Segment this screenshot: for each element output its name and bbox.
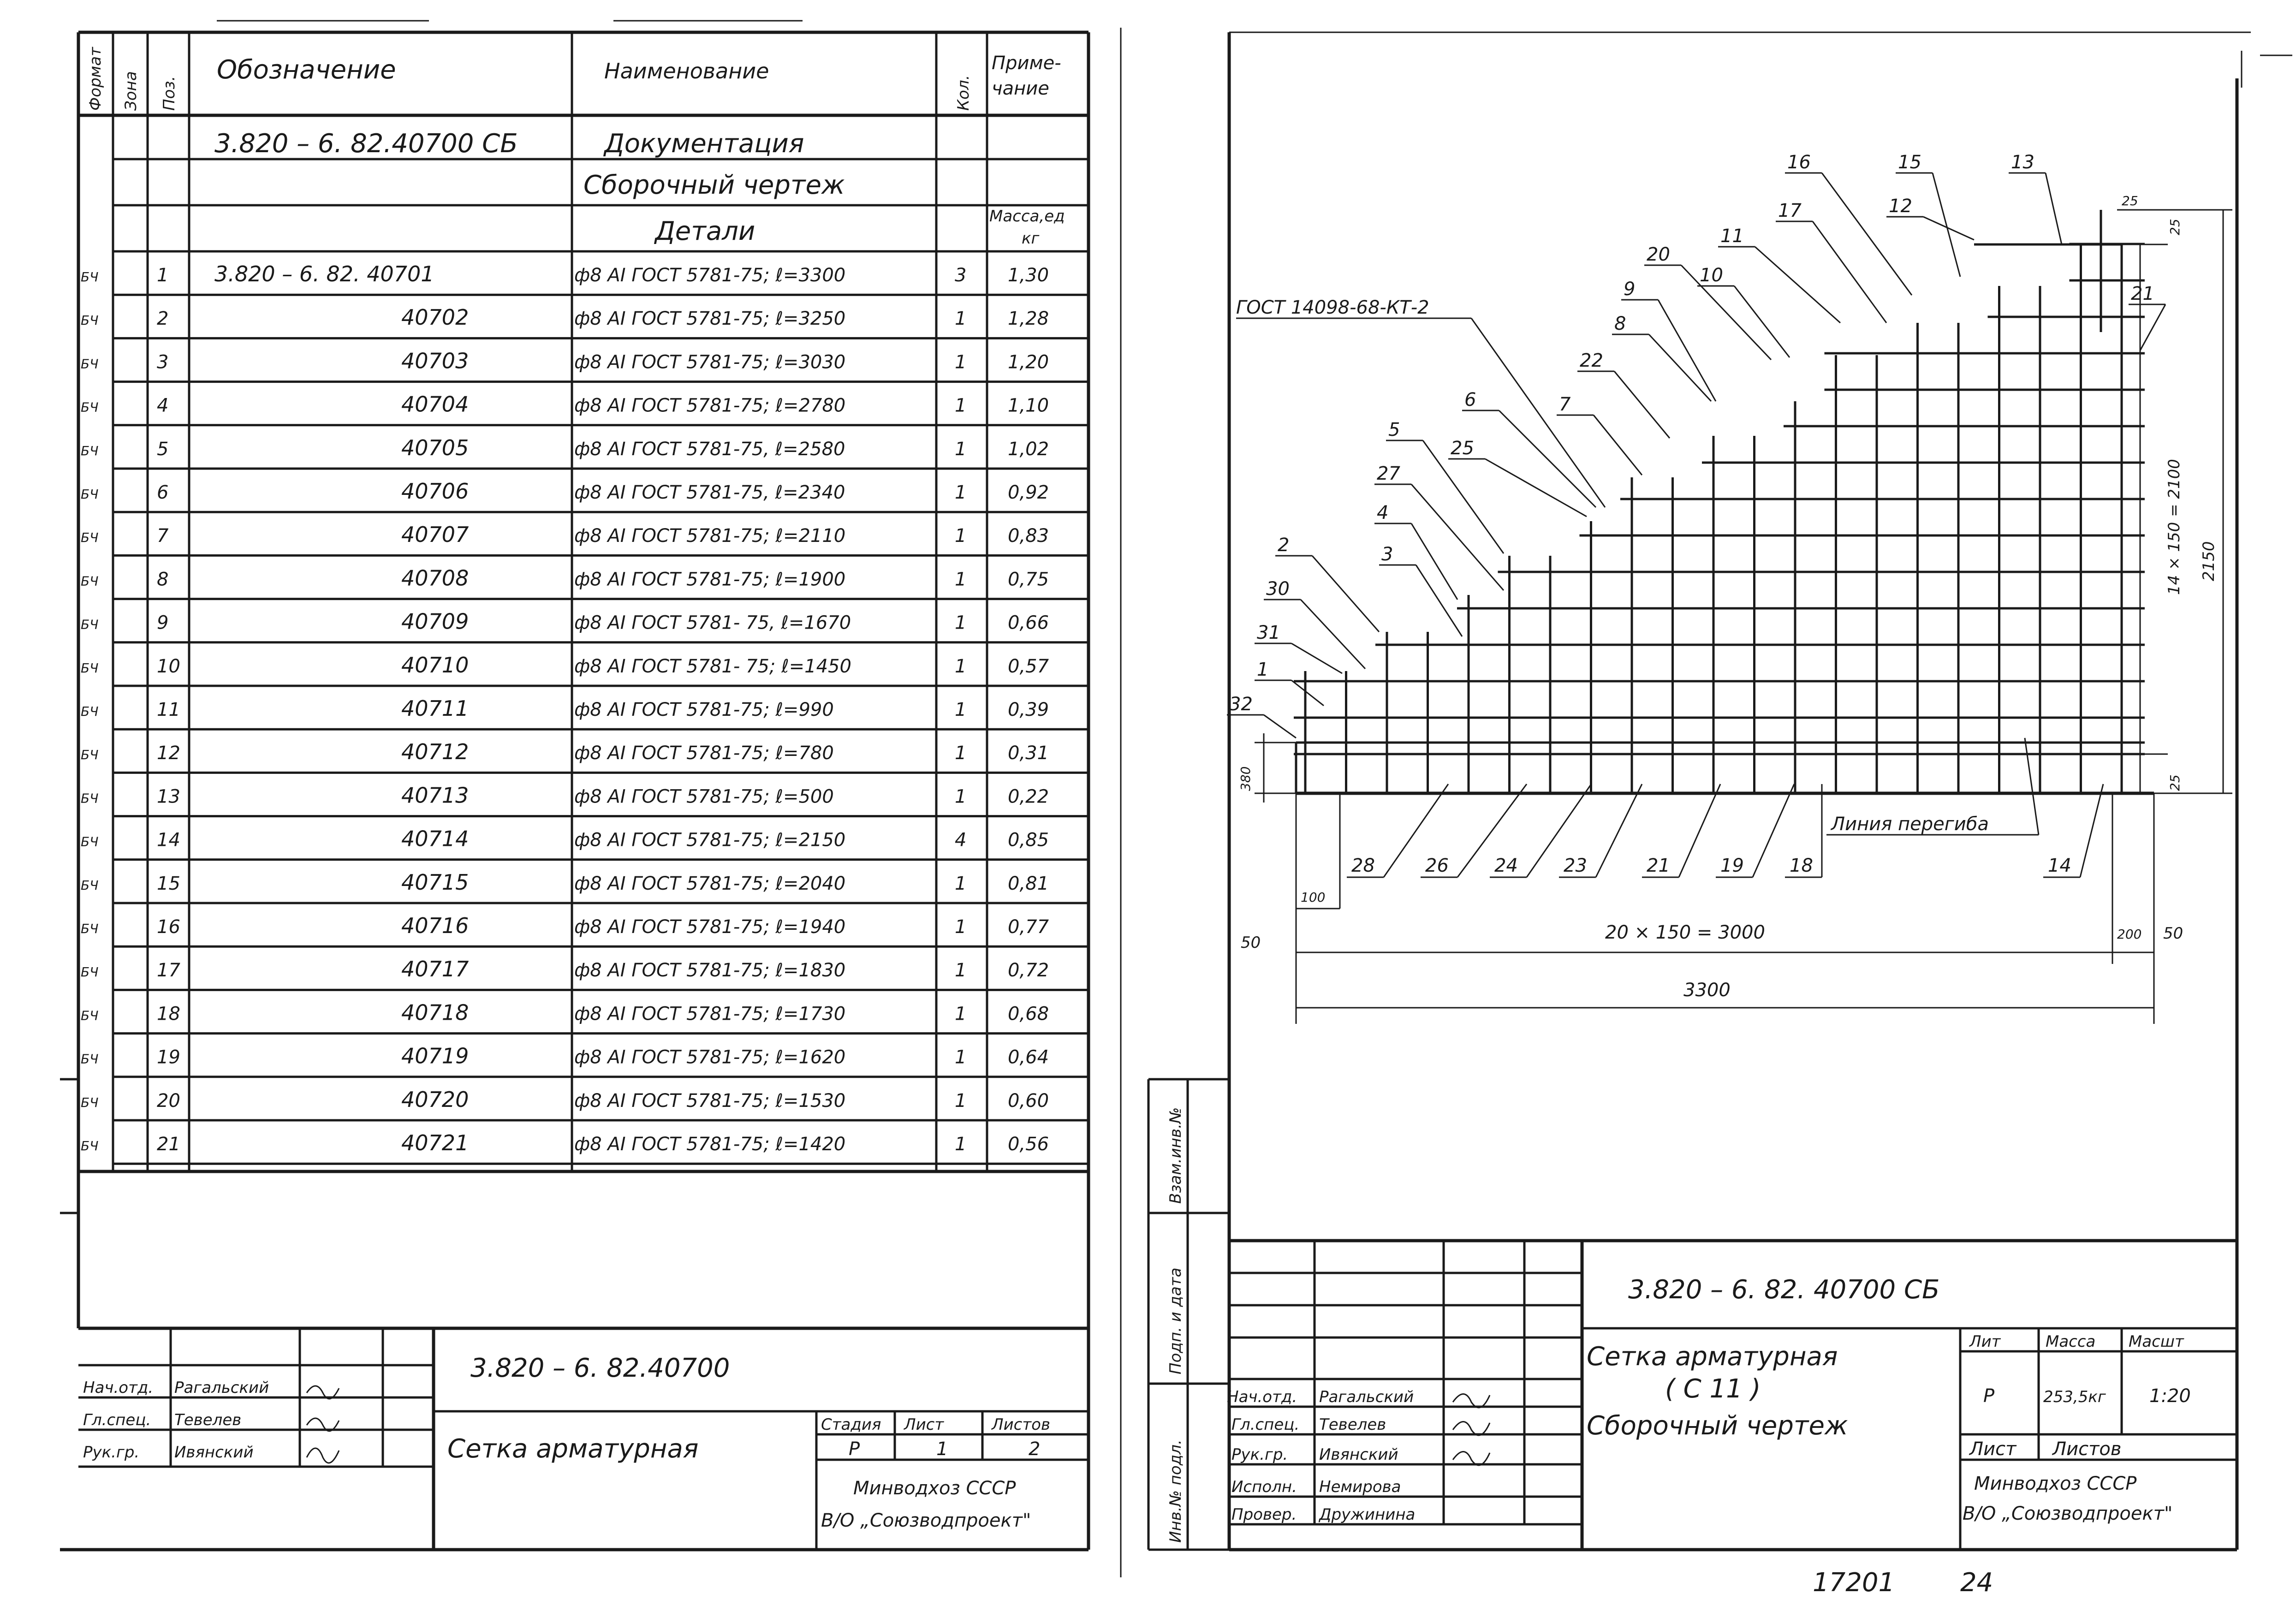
drawing-title-1: Сетка арматурная bbox=[1587, 1342, 1838, 1372]
row-qty: 1 bbox=[955, 569, 967, 590]
row-name: ф8 АI ГОСТ 5781-75; ℓ=1530 bbox=[574, 1090, 846, 1112]
col-header-note-1: Приме- bbox=[992, 53, 1061, 74]
row-format: БЧ bbox=[81, 269, 99, 285]
callout-label: 28 bbox=[1351, 855, 1375, 876]
callout-label: 7 bbox=[1559, 394, 1571, 415]
row-name: ф8 АI ГОСТ 5781-75; ℓ=1420 bbox=[574, 1134, 846, 1155]
row-format: БЧ bbox=[81, 530, 99, 546]
callout-label: 17 bbox=[1778, 200, 1802, 221]
lit-label: Лит bbox=[1969, 1332, 2001, 1351]
row-pos: 10 bbox=[157, 655, 180, 677]
row-designation: 40704 bbox=[401, 392, 469, 417]
row-pos: 5 bbox=[157, 438, 169, 460]
spec-row bbox=[81, 348, 1049, 373]
drawing-sheets-label: Листов bbox=[2052, 1439, 2122, 1460]
row-designation: 40705 bbox=[401, 435, 469, 460]
row-name: ф8 АI ГОСТ 5781-75; ℓ=1900 bbox=[574, 569, 846, 590]
side-stamp bbox=[1148, 1079, 1229, 1550]
row-format: БЧ bbox=[81, 921, 99, 936]
row-pos: 11 bbox=[157, 699, 180, 720]
callout-leader bbox=[1933, 173, 1960, 277]
col-header-note-2: чание bbox=[992, 78, 1049, 99]
row-format: БЧ bbox=[81, 313, 99, 328]
mass-unit-1: Масса,ед bbox=[989, 207, 1065, 226]
callout-leader bbox=[1753, 784, 1794, 877]
row-qty: 1 bbox=[955, 960, 967, 981]
row-pos: 19 bbox=[157, 1046, 180, 1068]
callout-label: 26 bbox=[1425, 855, 1449, 876]
callout-leader bbox=[1614, 371, 1670, 438]
callout-leader bbox=[1923, 217, 1974, 240]
callout-label: 16 bbox=[1787, 152, 1811, 173]
row-name: ф8 АI ГОСТ 5781-75; ℓ=1730 bbox=[574, 1003, 846, 1025]
drw-role-4: Исполн. bbox=[1231, 1478, 1297, 1496]
callout-label: 10 bbox=[1700, 265, 1723, 286]
row-pos: 15 bbox=[157, 873, 180, 894]
callout-label: 3 bbox=[1381, 544, 1393, 565]
row-mass: 0,39 bbox=[1008, 699, 1049, 720]
row-mass: 0,31 bbox=[1008, 743, 1049, 764]
dim-top-overhang: 25 bbox=[2122, 193, 2138, 208]
row-designation: 40706 bbox=[401, 479, 469, 504]
row-designation: 40702 bbox=[401, 305, 469, 330]
row-qty: 1 bbox=[955, 699, 967, 720]
row-mass: 0,83 bbox=[1008, 525, 1049, 547]
col-header-name: Наименование bbox=[604, 59, 769, 83]
row-qty: 1 bbox=[955, 786, 967, 808]
row-name: ф8 АI ГОСТ 5781-75; ℓ=2150 bbox=[574, 829, 846, 851]
callout-label: 11 bbox=[1720, 226, 1744, 247]
row-designation: 40710 bbox=[401, 652, 469, 678]
callout-label: 2 bbox=[1278, 535, 1290, 556]
callout-label: 15 bbox=[1898, 152, 1921, 173]
row-format: БЧ bbox=[81, 834, 99, 850]
callout-leader bbox=[1411, 523, 1457, 600]
callout-leader bbox=[1734, 286, 1790, 357]
dim-total-horizontal: 3300 bbox=[1683, 980, 1731, 1001]
row-format: БЧ bbox=[81, 1094, 99, 1110]
row-qty: 1 bbox=[955, 482, 967, 503]
spec-row bbox=[81, 739, 1049, 764]
row-format: БЧ bbox=[81, 791, 99, 806]
spec-row bbox=[81, 783, 1049, 808]
row-mass: 0,57 bbox=[1008, 655, 1049, 677]
callout-label: 12 bbox=[1889, 196, 1912, 217]
row-qty: 4 bbox=[955, 829, 967, 851]
row-pos: 3 bbox=[157, 351, 169, 373]
spec-code: 3.820 – 6. 82.40700 bbox=[470, 1353, 730, 1383]
spec-person-1: Рагальский bbox=[174, 1379, 269, 1397]
row-format: БЧ bbox=[81, 356, 99, 372]
row-qty: 1 bbox=[955, 612, 967, 634]
spec-org-1: Минводхоз СССР bbox=[853, 1478, 1016, 1499]
spec-row bbox=[81, 565, 1049, 590]
row-format: БЧ bbox=[81, 1051, 99, 1067]
row-qty: 1 bbox=[955, 308, 967, 330]
page-number: 24 bbox=[1960, 1568, 1993, 1598]
drawing-signatures bbox=[1453, 1394, 1490, 1466]
row-name: ф8 АI ГОСТ 5781-75; ℓ=990 bbox=[574, 699, 834, 720]
spec-title: Сетка арматурная bbox=[447, 1434, 699, 1464]
drw-role-2: Гл.спец. bbox=[1231, 1415, 1300, 1434]
callout-label: 24 bbox=[1494, 855, 1518, 876]
row-name: ф8 АI ГОСТ 5781-75, ℓ=2340 bbox=[574, 482, 845, 503]
spec-org-2: В/О „Союзводпроект" bbox=[821, 1510, 1031, 1531]
spec-row bbox=[81, 479, 1049, 504]
callout-label: 13 bbox=[2011, 152, 2034, 173]
callout-label: 25 bbox=[1451, 438, 1474, 459]
dim-left-height: 380 bbox=[1238, 766, 1253, 791]
dim-top-overhang-right: 25 bbox=[2167, 219, 2183, 235]
spec-row bbox=[81, 435, 1049, 460]
stamp-replace-inv: Взам.инв.№ bbox=[1166, 1107, 1185, 1204]
callout-label: 8 bbox=[1614, 313, 1626, 334]
row-mass: 0,60 bbox=[1008, 1090, 1049, 1112]
col-header-zone: Зона bbox=[122, 71, 140, 111]
col-header-pos: Поз. bbox=[160, 76, 178, 111]
row-qty: 1 bbox=[955, 395, 967, 416]
row-designation: 40717 bbox=[401, 957, 469, 982]
row-pos: 13 bbox=[157, 786, 180, 808]
row-name: ф8 АI ГОСТ 5781- 75; ℓ=1450 bbox=[574, 655, 851, 677]
row-format: БЧ bbox=[81, 877, 99, 893]
callout-label: 27 bbox=[1377, 463, 1400, 484]
row-designation: 40721 bbox=[401, 1130, 469, 1155]
spec-sheets-label: Листов bbox=[992, 1415, 1051, 1434]
callout-label: 32 bbox=[1229, 694, 1253, 715]
callout-leader bbox=[1658, 300, 1716, 401]
row-mass: 0,77 bbox=[1008, 916, 1049, 938]
spec-row bbox=[81, 262, 1049, 286]
row-pos: 1 bbox=[157, 265, 169, 286]
row-pos: 7 bbox=[157, 525, 169, 547]
gost-label: ГОСТ 14098-68-КТ-2 bbox=[1236, 297, 1429, 318]
drw-person-1: Рагальский bbox=[1319, 1388, 1414, 1406]
row-mass: 1,28 bbox=[1008, 308, 1049, 330]
row-format: БЧ bbox=[81, 399, 99, 415]
row-name: ф8 АI ГОСТ 5781-75; ℓ=3250 bbox=[574, 308, 846, 330]
callout-label: 18 bbox=[1790, 855, 1813, 876]
row-mass: 0,92 bbox=[1008, 482, 1049, 503]
spec-sheets: 2 bbox=[1029, 1439, 1041, 1460]
callout-leader bbox=[1312, 556, 1379, 632]
spec-title-block bbox=[60, 1328, 1089, 1550]
row-name: ф8 АI ГОСТ 5781-75; ℓ=2040 bbox=[574, 873, 846, 894]
row-mass: 0,66 bbox=[1008, 612, 1049, 634]
dim-total-vertical: 2150 bbox=[2200, 541, 2218, 581]
spec-row bbox=[81, 522, 1049, 547]
spec-sheet: 1 bbox=[936, 1439, 948, 1460]
mass-label: Масса bbox=[2046, 1332, 2096, 1351]
callout-leader bbox=[1594, 415, 1642, 475]
row-mass: 0,68 bbox=[1008, 1003, 1049, 1025]
callout-label: 22 bbox=[1580, 350, 1603, 371]
spec-row bbox=[81, 1044, 1049, 1069]
row-qty: 1 bbox=[955, 655, 967, 677]
doc-assembly-drawing: Сборочный чертеж bbox=[583, 170, 845, 200]
dim-pitch-vertical: 14 × 150 = 2100 bbox=[2165, 459, 2183, 595]
spec-sheet bbox=[60, 21, 1089, 1550]
drawing-code: 3.820 – 6. 82. 40700 СБ bbox=[1628, 1275, 1940, 1305]
dim-bottom-overhang: 25 bbox=[2167, 774, 2183, 791]
row-designation: 40708 bbox=[401, 565, 469, 591]
spec-person-3: Ивянский bbox=[174, 1443, 254, 1462]
row-name: ф8 АI ГОСТ 5781-75; ℓ=1830 bbox=[574, 960, 846, 981]
section-documentation: Документация bbox=[604, 129, 804, 159]
doc-designation: 3.820 – 6. 82.40700 СБ bbox=[214, 129, 518, 159]
row-name: ф8 АI ГОСТ 5781-75; ℓ=2110 bbox=[574, 525, 846, 547]
callout-leader bbox=[1822, 173, 1912, 295]
callout-leader bbox=[1681, 265, 1771, 360]
spec-role-1: Нач.отд. bbox=[83, 1379, 154, 1397]
row-designation: 40720 bbox=[401, 1087, 469, 1112]
row-name: ф8 АI ГОСТ 5781-75; ℓ=1940 bbox=[574, 916, 846, 938]
callout-label: 19 bbox=[1720, 855, 1744, 876]
callout-leader bbox=[1679, 784, 1720, 877]
callout-leader bbox=[1416, 565, 1462, 636]
callout-leader bbox=[1649, 334, 1711, 401]
row-pos: 16 bbox=[157, 916, 180, 938]
callout-label: 20 bbox=[1647, 244, 1670, 265]
spec-row bbox=[81, 957, 1049, 981]
row-qty: 1 bbox=[955, 1003, 967, 1025]
row-format: БЧ bbox=[81, 443, 99, 458]
row-designation: 40714 bbox=[401, 826, 469, 851]
row-designation: 40715 bbox=[401, 869, 469, 895]
row-mass: 1,10 bbox=[1008, 395, 1049, 416]
drw-role-1: Нач.отд. bbox=[1227, 1388, 1297, 1406]
row-qty: 1 bbox=[955, 873, 967, 894]
spec-row bbox=[81, 913, 1049, 938]
row-format: БЧ bbox=[81, 617, 99, 632]
row-format: БЧ bbox=[81, 487, 99, 502]
callout-leader bbox=[1301, 600, 1365, 669]
callout-label: 4 bbox=[1377, 502, 1389, 523]
row-format: БЧ bbox=[81, 964, 99, 980]
spec-row bbox=[81, 826, 1049, 851]
row-qty: 3 bbox=[955, 265, 967, 286]
row-pos: 12 bbox=[157, 743, 180, 764]
row-mass: 0,22 bbox=[1008, 786, 1049, 808]
row-mass: 0,64 bbox=[1008, 1046, 1049, 1068]
row-format: БЧ bbox=[81, 1008, 99, 1023]
callout-leader bbox=[1291, 643, 1342, 673]
drawing-title-2: ( С 11 ) bbox=[1665, 1374, 1761, 1404]
row-qty: 1 bbox=[955, 525, 967, 547]
spec-row bbox=[81, 653, 1049, 678]
dim-edge-left: 50 bbox=[1241, 933, 1261, 952]
row-qty: 1 bbox=[955, 351, 967, 373]
callout-leader bbox=[2140, 304, 2165, 351]
spec-role-3: Рук.гр. bbox=[83, 1443, 140, 1462]
drawing-sheet-label: Лист bbox=[1969, 1439, 2016, 1460]
row-mass: 1,02 bbox=[1008, 438, 1049, 460]
row-name: ф8 АI ГОСТ 5781-75; ℓ=3300 bbox=[574, 265, 846, 286]
row-format: БЧ bbox=[81, 747, 99, 763]
callout-label: 31 bbox=[1257, 622, 1280, 643]
row-name: ф8 АI ГОСТ 5781-75, ℓ=2580 bbox=[574, 438, 845, 460]
stamp-sign-date: Подп. и дата bbox=[1166, 1267, 1185, 1374]
lit-value: Р bbox=[1983, 1385, 1995, 1407]
row-pos: 2 bbox=[157, 308, 169, 330]
row-qty: 1 bbox=[955, 438, 967, 460]
spec-role-2: Гл.спец. bbox=[83, 1411, 151, 1429]
callout-label: 23 bbox=[1564, 855, 1587, 876]
col-header-format: Формат bbox=[86, 47, 105, 111]
callout-label: 9 bbox=[1624, 279, 1636, 300]
spec-person-2: Тевелев bbox=[174, 1411, 242, 1429]
spec-row bbox=[81, 1087, 1049, 1112]
row-mass: 0,81 bbox=[1008, 873, 1049, 894]
section-details: Детали bbox=[655, 216, 755, 246]
drw-role-5: Провер. bbox=[1231, 1505, 1297, 1524]
row-mass: 0,85 bbox=[1008, 829, 1049, 851]
callout-leader bbox=[2080, 784, 2103, 877]
row-name: ф8 АI ГОСТ 5781-75; ℓ=2780 bbox=[574, 395, 846, 416]
callout-label: 21 bbox=[1647, 855, 1670, 876]
row-pos: 17 bbox=[157, 960, 180, 981]
callout-leader bbox=[2046, 173, 2062, 244]
dim-first-step: 100 bbox=[1301, 890, 1326, 905]
callout-label: 14 bbox=[2048, 855, 2071, 876]
drawing-title-3: Сборочный чертеж bbox=[1587, 1411, 1848, 1441]
row-mass: 1,30 bbox=[1008, 265, 1049, 286]
spec-row bbox=[81, 392, 1049, 417]
row-format: БЧ bbox=[81, 573, 99, 589]
callout-label: 1 bbox=[1257, 659, 1269, 680]
row-qty: 1 bbox=[955, 1046, 967, 1068]
drawing-title-block bbox=[1227, 1241, 2237, 1550]
row-name: ф8 АI ГОСТ 5781-75; ℓ=780 bbox=[574, 743, 834, 764]
stamp-inv-orig: Инв.№ подл. bbox=[1166, 1439, 1185, 1543]
row-qty: 1 bbox=[955, 743, 967, 764]
callout-leader bbox=[1411, 484, 1504, 590]
spec-row bbox=[81, 1000, 1049, 1025]
callout-leader bbox=[1291, 680, 1324, 706]
callout-leader bbox=[1485, 459, 1587, 517]
spec-row bbox=[81, 1130, 1049, 1155]
row-format: БЧ bbox=[81, 1138, 99, 1153]
row-pos: 18 bbox=[157, 1003, 180, 1025]
dim-pitch-horizontal: 20 × 150 = 3000 bbox=[1605, 922, 1765, 943]
row-designation: 40712 bbox=[401, 739, 469, 765]
row-designation: 40716 bbox=[401, 913, 469, 938]
row-pos: 9 bbox=[157, 612, 169, 634]
row-pos: 21 bbox=[157, 1134, 180, 1155]
row-pos: 14 bbox=[157, 829, 180, 851]
callout-label: 5 bbox=[1388, 419, 1400, 440]
archive-number: 17201 bbox=[1813, 1568, 1895, 1598]
row-designation: 40711 bbox=[401, 696, 469, 721]
spec-stage: Р bbox=[849, 1439, 860, 1460]
row-designation: 40713 bbox=[401, 783, 469, 808]
spec-row bbox=[81, 305, 1049, 330]
drw-person-5: Дружинина bbox=[1319, 1505, 1416, 1524]
row-qty: 1 bbox=[955, 1090, 967, 1112]
drawing-org-2: В/О „Союзводпроект" bbox=[1963, 1503, 2173, 1524]
spec-row bbox=[81, 696, 1049, 721]
callout-label: 30 bbox=[1266, 578, 1290, 600]
drw-person-4: Немирова bbox=[1319, 1478, 1401, 1496]
callout-leader bbox=[1596, 784, 1642, 877]
row-name: ф8 АI ГОСТ 5781-75; ℓ=1620 bbox=[574, 1046, 846, 1068]
row-format: БЧ bbox=[81, 660, 99, 676]
row-pos: 8 bbox=[157, 569, 169, 590]
drw-person-3: Ивянский bbox=[1319, 1445, 1398, 1464]
bend-line-label: Линия перегиба bbox=[1831, 814, 1989, 835]
scale-value: 1:20 bbox=[2149, 1385, 2191, 1407]
callout-label: 6 bbox=[1464, 389, 1476, 410]
row-mass: 0,75 bbox=[1008, 569, 1049, 590]
row-designation: 3.820 – 6. 82. 40701 bbox=[214, 262, 434, 286]
assembly-drawing bbox=[1148, 32, 2292, 1598]
row-pos: 4 bbox=[157, 395, 169, 416]
spec-sheet-label: Лист bbox=[904, 1415, 944, 1434]
row-mass: 1,20 bbox=[1008, 351, 1049, 373]
spec-stage-label: Стадия bbox=[821, 1415, 881, 1434]
row-designation: 40707 bbox=[401, 522, 469, 547]
callout-label: 21 bbox=[2131, 283, 2154, 304]
row-pos: 6 bbox=[157, 482, 169, 503]
row-designation: 40709 bbox=[401, 609, 469, 634]
row-qty: 1 bbox=[955, 916, 967, 938]
row-name: ф8 АI ГОСТ 5781-75; ℓ=3030 bbox=[574, 351, 846, 373]
row-qty: 1 bbox=[955, 1134, 967, 1155]
callout-leader bbox=[1755, 247, 1840, 323]
drw-person-2: Тевелев bbox=[1319, 1415, 1386, 1434]
row-name: ф8 АI ГОСТ 5781-75; ℓ=500 bbox=[574, 786, 834, 808]
row-designation: 40719 bbox=[401, 1043, 469, 1069]
dim-last-step: 200 bbox=[2117, 927, 2142, 942]
row-mass: 0,56 bbox=[1008, 1134, 1049, 1155]
col-header-qty: Кол. bbox=[954, 75, 973, 111]
callout-leader bbox=[1264, 715, 1296, 738]
drawing-org-1: Минводхоз СССР bbox=[1974, 1473, 2137, 1494]
mass-value: 253,5кг bbox=[2043, 1388, 2106, 1406]
drw-role-3: Рук.гр. bbox=[1231, 1445, 1288, 1464]
spec-row bbox=[81, 870, 1049, 895]
row-designation: 40718 bbox=[401, 1000, 469, 1025]
col-header-designation: Обозначение bbox=[217, 55, 396, 85]
mass-unit-2: кг bbox=[1022, 229, 1040, 248]
scale-label: Масшт bbox=[2129, 1332, 2184, 1351]
spec-row bbox=[81, 609, 1049, 634]
dim-edge-right: 50 bbox=[2163, 924, 2183, 943]
row-name: ф8 АI ГОСТ 5781- 75, ℓ=1670 bbox=[574, 612, 851, 634]
row-format: БЧ bbox=[81, 704, 99, 719]
row-pos: 20 bbox=[157, 1090, 180, 1112]
row-designation: 40703 bbox=[401, 348, 469, 374]
row-mass: 0,72 bbox=[1008, 960, 1049, 981]
